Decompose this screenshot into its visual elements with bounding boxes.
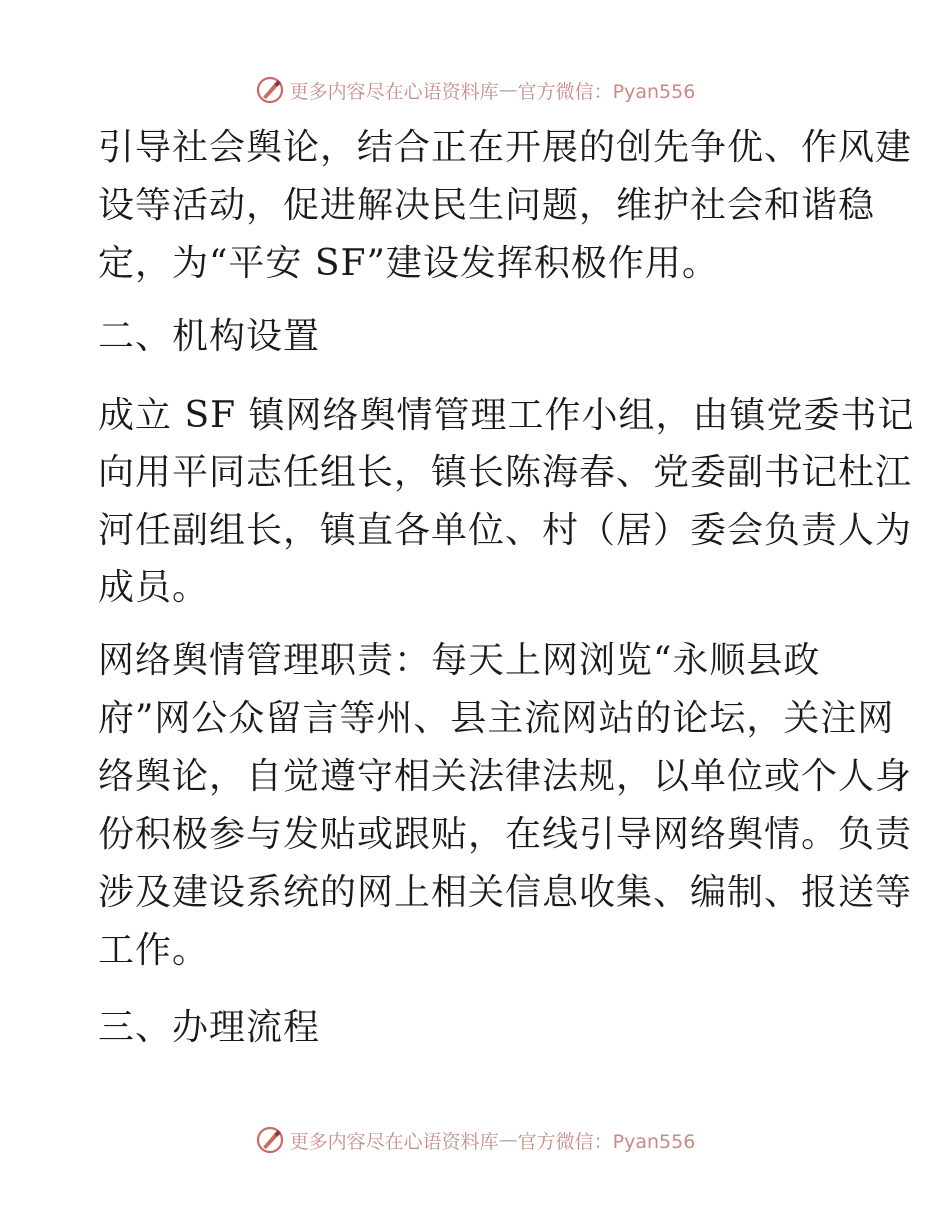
body-line: 引导社会舆论，结合正在开展的创先争优、作风建 (98, 127, 913, 168)
banner-separator: — (498, 79, 518, 101)
body-line: 络舆论，自觉遵守相关法律法规，以单位或个人身 (98, 756, 913, 797)
banner-account-text: 官方微信：Pyan556 (517, 80, 696, 103)
pen-nib-logo-icon (255, 75, 285, 105)
banner-main-text: 更多内容尽在心语资料库 (289, 80, 499, 103)
body-line: 定，为“平安 SF”建设发挥积极作用。 (98, 243, 719, 284)
banner-main-text: 更多内容尽在心语资料库 (289, 1130, 499, 1153)
body-line: 向用平同志任组长，镇长陈海春、党委副书记杜江 (98, 452, 913, 493)
body-line: 份积极参与发贴或跟贴，在线引导网络舆情。负责 (98, 814, 913, 855)
body-line: 网络舆情管理职责：每天上网浏览“永顺县政 (98, 640, 821, 681)
body-line: 府”网公众留言等州、县主流网站的论坛，关注网 (98, 698, 895, 739)
pen-nib-logo-icon (255, 1125, 285, 1155)
footer-banner (0, 1120, 950, 1160)
body-line: 成员。 (98, 567, 210, 608)
banner-separator: — (498, 1129, 518, 1151)
body-line: 工作。 (98, 930, 210, 971)
body-line: 设等活动，促进解决民生问题，维护社会和谐稳 (98, 185, 876, 226)
body-line: 涉及建设系统的网上相关信息收集、编制、报送等 (98, 872, 913, 913)
section-heading: 二、机构设置 (98, 316, 321, 357)
body-line: 成立 SF 镇网络舆情管理工作小组，由镇党委书记 (98, 395, 915, 436)
header-banner (0, 70, 950, 110)
banner-account-text: 官方微信：Pyan556 (517, 1130, 696, 1153)
section-heading: 三、办理流程 (98, 1007, 321, 1048)
body-line: 河任副组长，镇直各单位、村（居）委会负责人为 (98, 510, 913, 551)
